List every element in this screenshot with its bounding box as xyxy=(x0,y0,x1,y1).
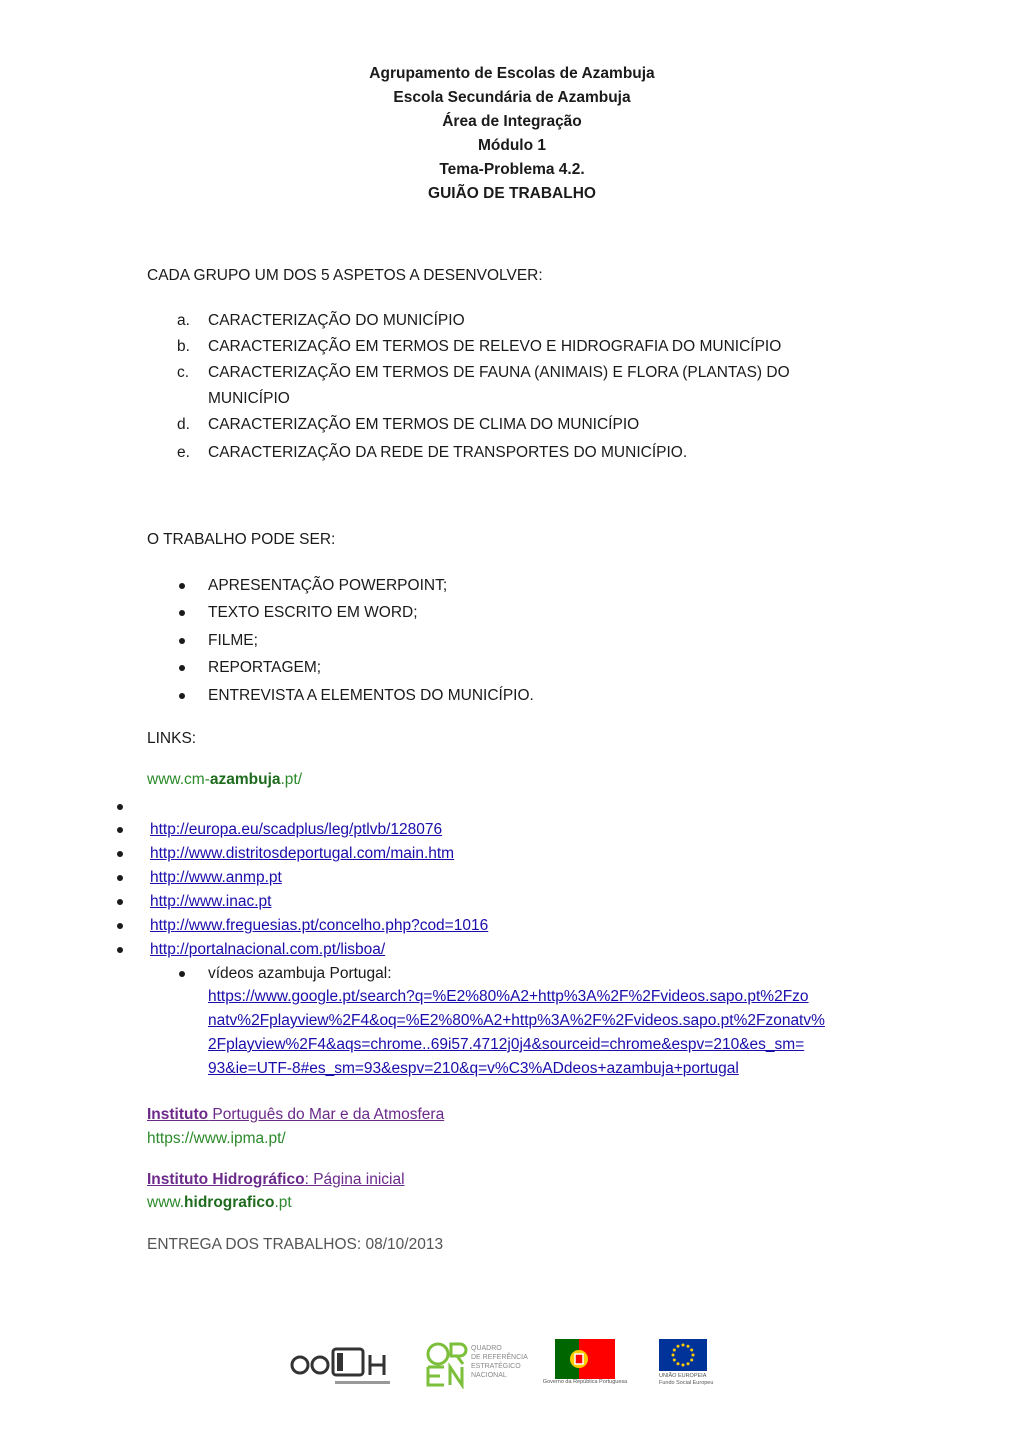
list-item xyxy=(177,628,677,654)
bullet-icon xyxy=(117,804,123,810)
list-item xyxy=(177,600,677,626)
list-item xyxy=(177,683,677,709)
hidro-url[interactable] xyxy=(147,1194,292,1212)
bullet-icon xyxy=(117,827,123,833)
header-line-school-group: Agrupamento de Escolas de Azambuja xyxy=(369,65,655,82)
qren-logo-icon xyxy=(425,1341,535,1389)
bullet-icon xyxy=(179,638,185,644)
bullet-icon xyxy=(117,851,123,857)
header-line-area: Área de Integração xyxy=(442,113,582,130)
eu-caption xyxy=(659,1373,739,1387)
list-item xyxy=(115,889,715,913)
list-item xyxy=(177,412,857,438)
link-freguesias[interactable]: http://www.freguesias.pt/concelho.php?cod=1016 xyxy=(150,917,489,934)
list-item-text: CARACTERIZAÇÃO EM TERMOS DE RELEVO E HIDROGRAFIA DO MUNICÍPIO xyxy=(208,338,782,355)
list-marker: d. xyxy=(177,416,190,433)
list-item xyxy=(115,817,715,841)
eu-caption-line: UNIÃO EUROPEIA xyxy=(659,1373,707,1379)
hidro-suffix: .pt xyxy=(274,1194,292,1211)
hidro-rest: : Página inicial xyxy=(304,1171,405,1188)
qren-text-line: NACIONAL xyxy=(471,1372,507,1379)
bullet-icon xyxy=(117,899,123,905)
document-header xyxy=(0,62,1024,206)
bullet-icon xyxy=(117,923,123,929)
poph-logo-icon xyxy=(290,1343,400,1387)
qren-text-line: ESTRATÉGICO xyxy=(471,1363,521,1370)
list-item xyxy=(177,308,857,334)
videos-label: vídeos azambuja Portugal: xyxy=(208,965,392,982)
list-item-text: TEXTO ESCRITO EM WORD; xyxy=(208,604,418,621)
eu-caption-line: Fundo Social Europeu xyxy=(659,1380,714,1386)
videos-url[interactable] xyxy=(208,985,908,1081)
list-item xyxy=(177,573,677,599)
qren-text-line: QUADRO xyxy=(471,1345,502,1352)
bullet-icon xyxy=(179,610,185,616)
list-item xyxy=(177,961,877,985)
hidro-bold: Instituto Hidrográfico xyxy=(147,1171,305,1188)
section2-intro: O TRABALHO PODE SER: xyxy=(147,531,336,548)
videos-url-line[interactable]: 93&ie=UTF-8#es_sm=93&espv=210&q=v%C3%ADdeos+azambuja+portugal xyxy=(208,1060,739,1077)
header-line-module: Módulo 1 xyxy=(477,137,547,154)
list-item xyxy=(177,655,677,681)
header-line-theme: Tema-Problema 4.2. xyxy=(439,161,585,178)
ipma-rest: Português do Mar e da Atmosfera xyxy=(208,1106,445,1123)
hidro-url-bold: hidrografico xyxy=(184,1194,275,1211)
section1-intro: CADA GRUPO UM DOS 5 ASPETOS A DESENVOLVER: xyxy=(147,267,543,284)
ipma-url[interactable]: https://www.ipma.pt/ xyxy=(147,1130,286,1147)
list-item-text: REPORTAGEM; xyxy=(208,659,322,676)
link-portalnacional[interactable]: http://portalnacional.com.pt/lisboa/ xyxy=(150,941,386,958)
header-line-school: Escola Secundária de Azambuja xyxy=(393,89,631,106)
ipma-bold: Instituto xyxy=(147,1106,209,1123)
videos-url-line[interactable]: https://www.google.pt/search?q=%E2%80%A2+http%3A%2F%2Fvideos.sapo.pt%2Fzo xyxy=(208,988,809,1005)
list-marker: b. xyxy=(177,338,190,355)
list-item xyxy=(115,865,715,889)
list-item-text: CARACTERIZAÇÃO DA REDE DE TRANSPORTES DO MUNICÍPIO. xyxy=(208,444,688,461)
bullet-icon xyxy=(179,693,185,699)
list-item xyxy=(177,334,857,360)
list-marker: a. xyxy=(177,312,190,329)
link-inac[interactable]: http://www.inac.pt xyxy=(150,893,272,910)
eu-flag-icon xyxy=(659,1339,707,1373)
list-item-text: CARACTERIZAÇÃO EM TERMOS DE FAUNA (ANIMAIS) E FLORA (PLANTAS) DO xyxy=(208,364,790,381)
hidro-prefix: www. xyxy=(147,1194,185,1211)
list-item xyxy=(177,440,857,466)
delivery-date: ENTREGA DOS TRABALHOS: 08/10/2013 xyxy=(147,1236,444,1253)
list-item-text-continued: MUNICÍPIO xyxy=(208,390,290,407)
cm-azambuja-link[interactable] xyxy=(147,771,302,789)
list-item-text: ENTREVISTA A ELEMENTOS DO MUNICÍPIO. xyxy=(208,687,534,704)
link-anmp[interactable]: http://www.anmp.pt xyxy=(150,869,282,886)
list-item xyxy=(115,841,715,865)
qren-text-line: DE REFERÊNCIA xyxy=(471,1354,528,1361)
bullet-icon xyxy=(117,875,123,881)
bullet-icon xyxy=(179,971,185,977)
cm-bold: azambuja xyxy=(209,771,281,788)
link-europa[interactable]: http://europa.eu/scadplus/leg/ptlvb/128076 xyxy=(150,821,443,838)
list-item-text: FILME; xyxy=(208,632,258,649)
list-item-text: CARACTERIZAÇÃO DO MUNICÍPIO xyxy=(208,312,465,329)
list-item xyxy=(115,937,715,961)
list-item xyxy=(115,913,715,937)
link-distritos[interactable]: http://www.distritosdeportugal.com/main.htm xyxy=(150,845,455,862)
footer-logos xyxy=(0,1335,1024,1395)
bullet-icon xyxy=(179,583,185,589)
ipma-link[interactable] xyxy=(147,1106,444,1124)
list-item-text: APRESENTAÇÃO POWERPOINT; xyxy=(208,577,448,594)
cm-suffix: .pt/ xyxy=(280,771,303,788)
videos-url-line[interactable]: natv%2Fplayview%2F4&oq=%E2%80%A2+http%3A%2F%2Fvideos.sapo.pt%2Fzonatv% xyxy=(208,1012,825,1029)
bullet-icon xyxy=(117,947,123,953)
header-line-guide-title: GUIÃO DE TRABALHO xyxy=(428,185,596,202)
list-marker: c. xyxy=(177,364,190,381)
bullet-icon xyxy=(179,665,185,671)
list-marker: e. xyxy=(177,444,190,461)
portugal-caption: Governo da República Portuguesa xyxy=(542,1379,628,1385)
videos-url-line[interactable]: 2Fplayview%2F4&aqs=chrome..69i57.4712j0j4&sourceid=chrome&espv=210&es_sm= xyxy=(208,1036,805,1053)
links-label: LINKS: xyxy=(147,730,197,747)
hidro-link[interactable] xyxy=(147,1171,405,1189)
cm-prefix: www.cm- xyxy=(147,771,210,788)
list-item-text: CARACTERIZAÇÃO EM TERMOS DE CLIMA DO MUNICÍPIO xyxy=(208,416,640,433)
list-item xyxy=(177,360,857,412)
